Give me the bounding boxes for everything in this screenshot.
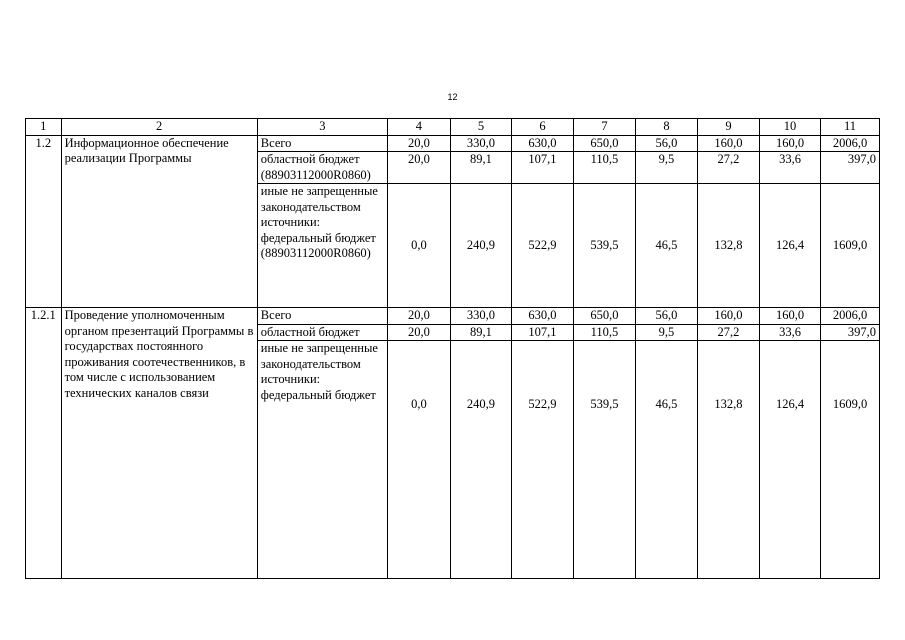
value-cell: 1609,0 <box>821 184 880 308</box>
value-cell: 20,0 <box>387 308 450 325</box>
value-cell: 9,5 <box>635 324 697 341</box>
value-cell: 240,9 <box>450 341 511 579</box>
value-cell: 330,0 <box>450 135 511 152</box>
value-cell: 132,8 <box>697 184 759 308</box>
value-cell: 630,0 <box>511 308 573 325</box>
value-cell: 397,0 <box>821 324 880 341</box>
source-other: иные не запрещенные законодательством источники: федеральный бюджет <box>257 341 387 579</box>
value-cell: 20,0 <box>387 152 450 184</box>
value-cell: 110,5 <box>573 152 635 184</box>
value-cell: 240,9 <box>450 184 511 308</box>
value-cell: 27,2 <box>697 152 759 184</box>
table-row <box>26 308 880 325</box>
header-cell: 7 <box>573 119 635 136</box>
value-cell: 2006,0 <box>821 135 880 152</box>
row-name: Проведение уполномоченным органом презентаций Программы в государствах постоянного проживания соотечественников, в том числе с использованием технических каналов связи <box>61 308 257 579</box>
value-cell: 56,0 <box>635 135 697 152</box>
value-cell: 630,0 <box>511 135 573 152</box>
row-name: Информационное обеспечение реализации Программы <box>61 135 257 308</box>
header-row <box>26 119 880 136</box>
value-cell: 522,9 <box>511 184 573 308</box>
value-cell: 160,0 <box>697 135 759 152</box>
value-cell: 1609,0 <box>821 341 880 579</box>
value-cell: 0,0 <box>387 184 450 308</box>
value-cell: 160,0 <box>697 308 759 325</box>
table-row <box>26 135 880 152</box>
value-cell: 2006,0 <box>821 308 880 325</box>
row-code: 1.2.1 <box>26 308 62 579</box>
header-cell: 9 <box>697 119 759 136</box>
source-other: иные не запрещенные законодательством источники: федеральный бюджет (88903112000R0860) <box>257 184 387 308</box>
value-cell: 107,1 <box>511 324 573 341</box>
source-regional: областной бюджет (88903112000R0860) <box>257 152 387 184</box>
value-cell: 107,1 <box>511 152 573 184</box>
value-cell: 330,0 <box>450 308 511 325</box>
header-cell: 11 <box>821 119 880 136</box>
value-cell: 0,0 <box>387 341 450 579</box>
value-cell: 160,0 <box>760 135 821 152</box>
source-regional: областной бюджет <box>257 324 387 341</box>
value-cell: 650,0 <box>573 308 635 325</box>
value-cell: 110,5 <box>573 324 635 341</box>
value-cell: 33,6 <box>760 324 821 341</box>
value-cell: 160,0 <box>760 308 821 325</box>
value-cell: 539,5 <box>573 184 635 308</box>
budget-table <box>25 118 880 579</box>
header-cell: 2 <box>61 119 257 136</box>
header-cell: 4 <box>387 119 450 136</box>
value-cell: 522,9 <box>511 341 573 579</box>
value-cell: 539,5 <box>573 341 635 579</box>
header-cell: 8 <box>635 119 697 136</box>
header-cell: 6 <box>511 119 573 136</box>
value-cell: 33,6 <box>760 152 821 184</box>
value-cell: 126,4 <box>760 341 821 579</box>
value-cell: 9,5 <box>635 152 697 184</box>
value-cell: 650,0 <box>573 135 635 152</box>
header-cell: 1 <box>26 119 62 136</box>
source-total: Всего <box>257 135 387 152</box>
value-cell: 20,0 <box>387 135 450 152</box>
value-cell: 397,0 <box>821 152 880 184</box>
value-cell: 27,2 <box>697 324 759 341</box>
value-cell: 126,4 <box>760 184 821 308</box>
header-cell: 3 <box>257 119 387 136</box>
value-cell: 132,8 <box>697 341 759 579</box>
value-cell: 89,1 <box>450 324 511 341</box>
value-cell: 56,0 <box>635 308 697 325</box>
value-cell: 46,5 <box>635 341 697 579</box>
header-cell: 10 <box>760 119 821 136</box>
header-cell: 5 <box>450 119 511 136</box>
row-code: 1.2 <box>26 135 62 308</box>
source-total: Всего <box>257 308 387 325</box>
value-cell: 89,1 <box>450 152 511 184</box>
page-number: 12 <box>447 92 458 102</box>
value-cell: 46,5 <box>635 184 697 308</box>
value-cell: 20,0 <box>387 324 450 341</box>
